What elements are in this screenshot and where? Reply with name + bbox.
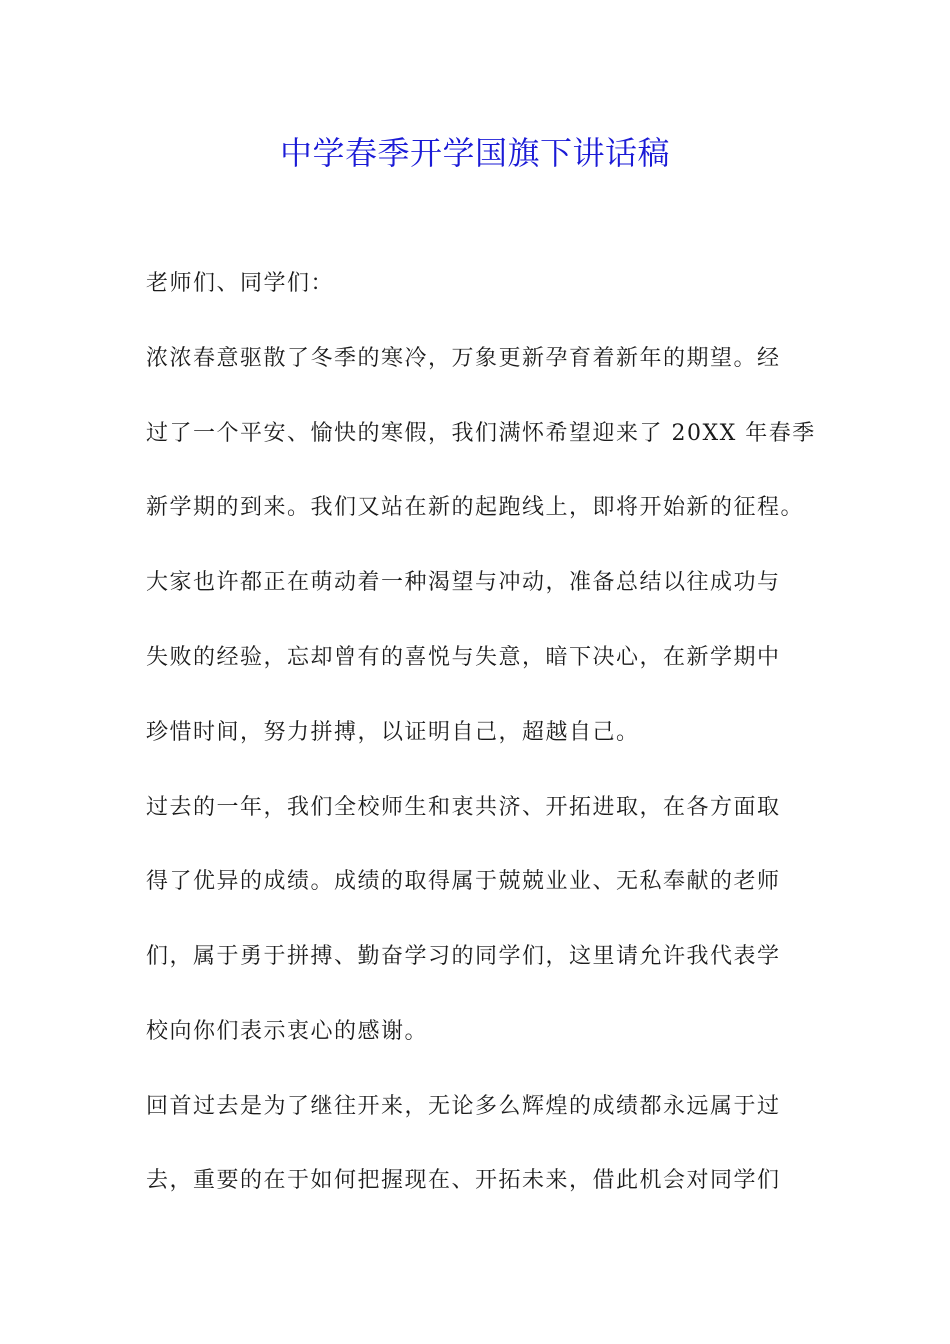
text-line: 回首过去是为了继往开来，无论多么辉煌的成绩都永远属于过 — [146, 1094, 781, 1119]
text-line: 浓浓春意驱散了冬季的寒冷，万象更新孕育着新年的期望。经 — [146, 346, 781, 371]
text-line: 新学期的到来。我们又站在新的起跑线上，即将开始新的征程。 — [146, 495, 805, 520]
text-line: 过去的一年，我们全校师生和衷共济、开拓进取，在各方面取 — [146, 795, 781, 820]
text-line: 校向你们表示衷心的感谢。 — [146, 1019, 429, 1044]
text-line: 去，重要的在于如何把握现在、开拓未来，借此机会对同学们 — [146, 1168, 781, 1193]
text-line: 老师们、同学们： — [146, 271, 335, 296]
text-line: 失败的经验，忘却曾有的喜悦与失意，暗下决心，在新学期中 — [146, 645, 781, 670]
text-line: 得了优异的成绩。成绩的取得属于兢兢业业、无私奉献的老师 — [146, 869, 781, 894]
text-line: 过了一个平安、愉快的寒假，我们满怀希望迎来了 20XX 年春季 — [146, 421, 816, 446]
text-line: 大家也许都正在萌动着一种渴望与冲动，准备总结以往成功与 — [146, 570, 781, 595]
document-title: 中学春季开学国旗下讲话稿 — [279, 134, 670, 172]
text-line: 珍惜时间，努力拼搏，以证明自己，超越自己。 — [146, 720, 640, 745]
text-line: 们，属于勇于拼搏、勤奋学习的同学们，这里请允许我代表学 — [146, 944, 781, 969]
